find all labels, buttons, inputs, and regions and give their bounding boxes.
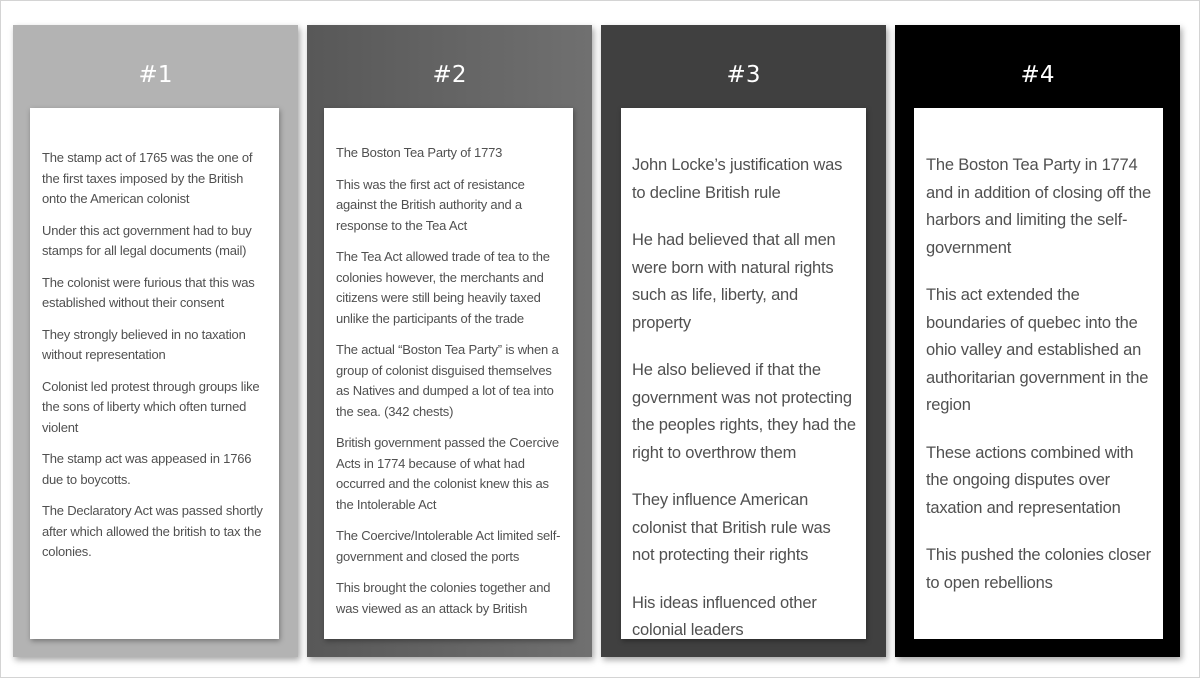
- paragraph: The Tea Act allowed trade of tea to the colonies however, the merchants and citizens were still being heavily taxed unlike the participants of the trade: [336, 249, 550, 326]
- paragraph: They strongly believed in no taxation without representation: [42, 326, 246, 362]
- paragraph: They influence American colonist that British rule was not protecting their rights: [632, 491, 831, 564]
- paragraph: The stamp act was appeased in 1766 due to boycotts.: [42, 451, 252, 487]
- paragraph: This act extended the boundaries of quebec into the ohio valley and established an authoritarian government in the region: [926, 286, 1149, 414]
- paragraph: The stamp act of 1765 was the one of the first taxes imposed by the British onto the American colonist: [42, 150, 253, 206]
- panel-3: [601, 25, 886, 657]
- paragraph: Colonist led protest through groups like the sons of liberty which often turned violent: [42, 378, 260, 435]
- panel-2: [307, 25, 592, 657]
- paragraph: Under this act government had to buy stamps for all legal documents (mail): [42, 222, 252, 258]
- paragraph: The actual “Boston Tea Party” is when a group of colonist disguised themselves as Natives and dumped a lot of tea into the sea. (342 chests): [336, 342, 559, 419]
- text-card: [914, 108, 1163, 639]
- paragraph: The colonist were furious that this was established without their consent: [42, 274, 255, 310]
- panel-number: #4: [1020, 62, 1055, 88]
- panel-number: #1: [138, 62, 173, 88]
- paragraph: The Boston Tea Party in 1774 and in addition of closing off the harbors and limiting the self-government: [926, 156, 1151, 257]
- paragraph: His ideas influenced other colonial leaders: [632, 593, 817, 639]
- paragraph: This pushed the colonies closer to open rebellions: [926, 546, 1151, 592]
- panel-4: [895, 25, 1180, 657]
- paragraph: This brought the colonies together and was viewed as an attack by British: [336, 580, 551, 616]
- text-card: [621, 108, 866, 639]
- text-card: [30, 108, 279, 639]
- panel-number: #2: [432, 62, 467, 88]
- paragraph: This was the first act of resistance against the British authority and a response to the Tea Act: [336, 176, 525, 233]
- paragraph: The Boston Tea Party of 1773: [336, 145, 503, 160]
- paragraph: John Locke’s justification was to decline British rule: [632, 156, 843, 202]
- paragraph: These actions combined with the ongoing disputes over taxation and representation: [926, 443, 1134, 517]
- panel-1: [13, 25, 298, 657]
- paragraph: He had believed that all men were born with natural rights such as life, liberty, and property: [632, 231, 836, 332]
- paragraph: The Coercive/Intolerable Act limited self-government and closed the ports: [336, 528, 561, 564]
- paragraph: British government passed the Coercive Acts in 1774 because of what had occurred and the colonist knew this as the Intolerable Act: [336, 435, 559, 512]
- text-card: [324, 108, 573, 639]
- paragraph: He also believed if that the government was not protecting the peoples rights, they had the right to overthrow them: [632, 361, 856, 462]
- paragraph: The Declaratory Act was passed shortly after which allowed the british to tax the colonies.: [42, 503, 263, 559]
- panel-number: #3: [726, 62, 761, 88]
